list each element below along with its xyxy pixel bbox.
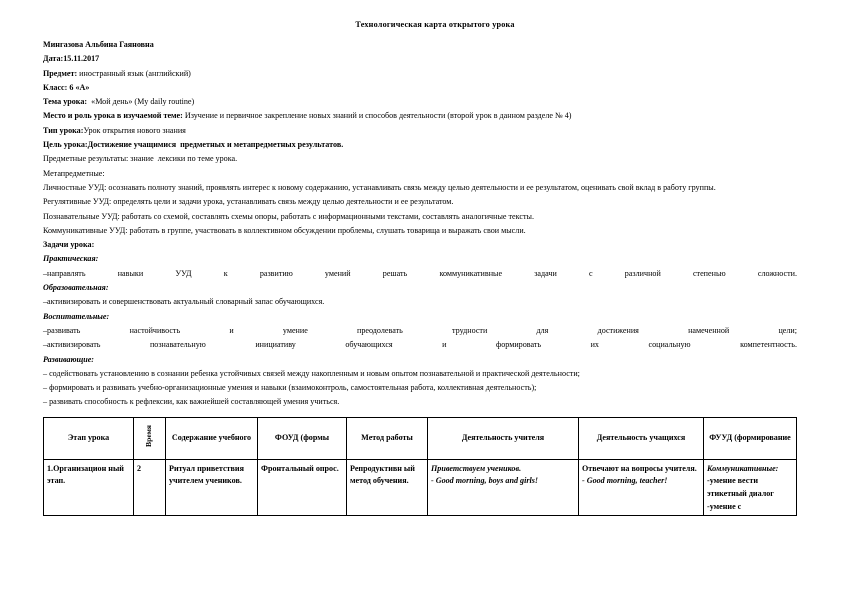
goal-line (43, 138, 797, 152)
fuud-item-2: -умение с (707, 501, 742, 511)
place-label: Место и роль урока в изучаемой теме: (43, 111, 183, 121)
teacher-name: Мингазова Альбина Гаяновна (43, 40, 154, 49)
th-method: Метод работы (347, 417, 428, 459)
table-row (44, 459, 797, 515)
uud-personal (43, 181, 797, 195)
uud-cognitive-label: Познавательные УУД: (43, 211, 120, 221)
th-student-activity: Деятельность учащихся (579, 417, 704, 459)
place-value: Изучение и первичное закрепление новых знаний и способов деятельности (второй урок в данном разделе № 4) (182, 111, 572, 121)
subject-value: иностранный язык (английский) (77, 68, 191, 78)
goal-value: Достижение учащимися предметных и метапредметных результатов. (87, 140, 344, 150)
fuud-category: Коммуникативные: (707, 463, 779, 473)
class-label: Класс: (43, 82, 68, 92)
table-header-row (44, 417, 797, 459)
theme-value: «Мой день» (My daily routine) (87, 97, 195, 107)
meta-results-label: Метапредметные: (43, 168, 105, 178)
class-value: 6 «А» (67, 82, 90, 92)
teacher-activity-phrase: - Good morning, boys and girls! (431, 476, 539, 486)
uud-communicative-text: работать в группе, участвовать в коллективном обсуждении проблемы, слушать товарища и выражать свои мысли. (127, 225, 526, 235)
cell-method: Репродуктивн ый метод обучения. (347, 459, 428, 515)
uud-communicative-label: Коммуникативные УУД: (43, 225, 128, 235)
cell-teacher-activity (428, 459, 579, 515)
tasks-group-title-upbringing: Воспитательные: (43, 311, 110, 321)
uud-regulative-label: Регулятивные УУД: (43, 197, 112, 207)
subject-results-value: знание лексики по теме урока. (128, 154, 238, 164)
tasks-item-educational-1: –активизировать и совершенствовать актуальный словарный запас обучающихся. (43, 297, 325, 307)
date-label: Дата: (43, 54, 64, 64)
tasks-group-title-practical: Практическая: (43, 254, 99, 264)
tasks-item-developing-3: – развивать способность к рефлексии, как важнейшей составляющей умения учиться. (43, 397, 340, 407)
page-title: Технологическая карта открытого урока (355, 20, 515, 29)
tasks-item-developing-2: – формировать и развивать учебно-организационные умения и навыки (взаимоконтроль, самостоятельная работа, коллективная деятельность); (43, 383, 537, 393)
uud-cognitive-text: работать со схемой, составлять схемы опоры, работать с информационными текстами, составлять аналогичные тексты. (119, 211, 534, 221)
subject-results-label: Предметные результаты: (43, 154, 129, 164)
place-line (43, 109, 797, 123)
lesson-type-line (43, 124, 797, 138)
th-content: Содержание учебного (166, 417, 258, 459)
th-fuud: ФУУД (формирование (704, 417, 797, 459)
tasks-heading: Задачи урока: (43, 240, 95, 250)
cell-content: Ритуал приветствия учителем учеников. (166, 459, 258, 515)
cell-stage: 1.Организацион ный этап. (44, 459, 134, 515)
uud-regulative-text: определять цели и задачи урока, устанавливать связь между целью деятельности и ее результатом. (111, 197, 454, 207)
lesson-type-label: Тип урока: (43, 125, 84, 135)
theme-line (43, 95, 797, 109)
cell-fuud (704, 459, 797, 515)
cell-student-activity (579, 459, 704, 515)
tasks-item-upbringing-1: –развивать настойчивость и умение преодолевать трудности для достижения намеченной цели; (43, 325, 797, 335)
uud-personal-text: осознавать полноту знаний, проявлять интерес к новому содержанию, устанавливать связь между целью деятельности и ее результатом, оценивать свой вклад в работу группы. (106, 182, 716, 192)
uud-personal-label: Личностные УУД: (43, 182, 107, 192)
theme-label: Тема урока: (43, 97, 88, 107)
cell-foud: Фронтальный опрос. (258, 459, 347, 515)
subject-results-line (43, 152, 797, 166)
tasks-item-upbringing-2: –активизировать познавательную инициативу обучающихся и формировать их социальную компетентность. (43, 340, 797, 350)
date-value: 15.11.2017 (63, 54, 100, 64)
uud-communicative (43, 224, 797, 238)
th-time-label: Время (144, 425, 154, 448)
tasks-item-developing-1: – содействовать установлению в сознании ребенка устойчивых связей между накопленным и новым опытом познавательной и практической деятельности; (43, 368, 580, 378)
subject-line (43, 67, 797, 81)
tasks-group-title-educational: Образовательная: (43, 283, 109, 293)
th-foud: ФОУД (формы (258, 417, 347, 459)
subject-label: Предмет: (43, 68, 78, 78)
student-activity-intro: Отвечают на вопросы учителя. (582, 463, 697, 473)
uud-regulative (43, 195, 797, 209)
teacher-activity-intro: Приветствуем учеников. (431, 463, 522, 473)
th-time (134, 417, 166, 459)
th-teacher-activity: Деятельность учителя (428, 417, 579, 459)
th-stage: Этап урока (44, 417, 134, 459)
student-activity-phrase: - Good morning, teacher! (582, 476, 668, 486)
tasks-item-practical-1: –направлять навыки УУД к развитию умений решать коммуникативные задачи с различной степенью сложности. (43, 268, 797, 278)
cell-time: 2 (134, 459, 166, 515)
fuud-item-1: -умение вести этикетный диалог (707, 476, 774, 498)
class-line (43, 81, 797, 95)
lesson-plan-table (43, 417, 797, 516)
tasks-group-title-developing: Развивающие: (43, 354, 95, 364)
date-line (43, 52, 797, 66)
uud-cognitive (43, 210, 797, 224)
lesson-type-value: Урок открытия нового знания (83, 125, 186, 135)
goal-label: Цель урока: (43, 140, 88, 150)
